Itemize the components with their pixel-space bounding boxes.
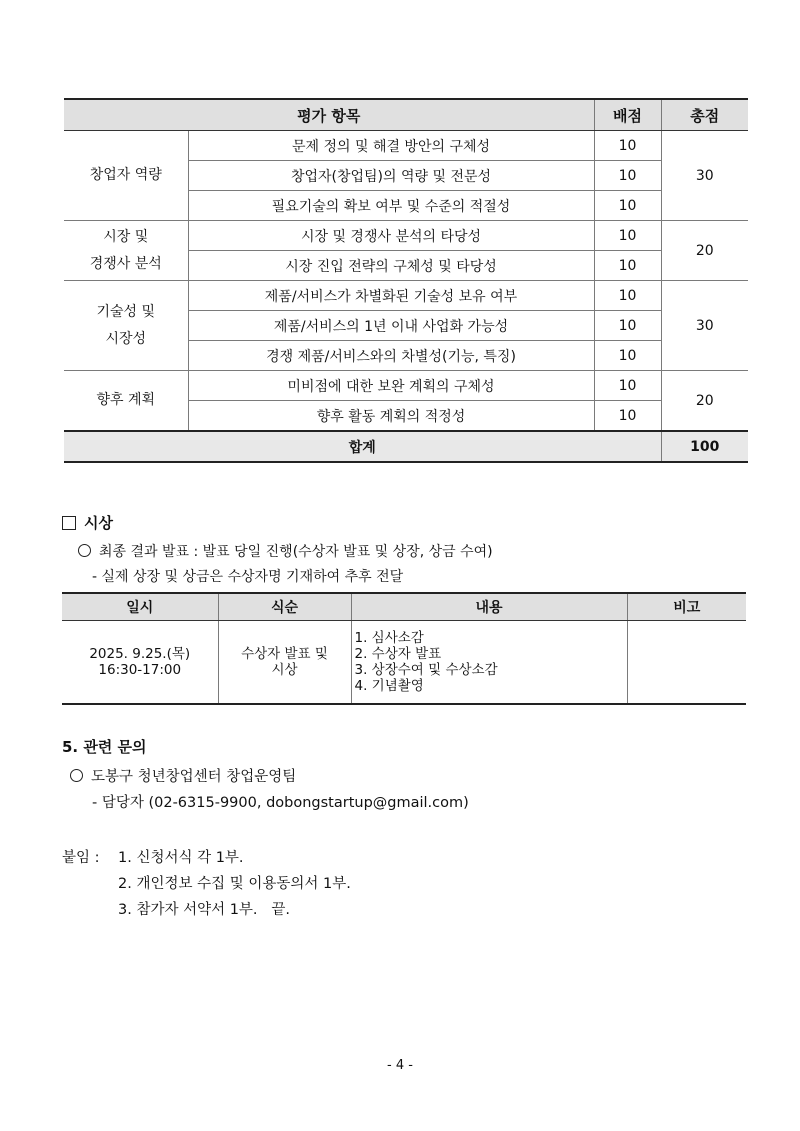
award-section-title: [62, 512, 113, 533]
date-text: 2025. 9.25.(목): [89, 646, 191, 662]
contact-item-2: - 담당자 (02-6315-9900, dobongstartup@gmail.com): [92, 795, 469, 811]
order-line1: 수상자 발표 및: [241, 646, 328, 662]
content-step: 1. 심사소감: [354, 630, 424, 646]
evaluation-header-row: [64, 99, 748, 131]
circle-bullet-icon: [78, 544, 91, 557]
attachment-item: 1. 신청서식 각 1부.: [118, 850, 244, 866]
table-row: [64, 221, 748, 251]
score-cell: 10: [594, 161, 661, 191]
header-score: 배점: [594, 99, 661, 131]
total-cell: 20: [661, 221, 748, 281]
category-label-line2: 시장성: [105, 330, 147, 347]
criterion-cell: 제품/서비스가 차별화된 기술성 보유 여부: [188, 281, 594, 311]
table-row: [64, 131, 748, 161]
criterion-cell: 필요기술의 확보 여부 및 수준의 적절성: [188, 191, 594, 221]
content-step: 3. 상장수여 및 수상소감: [354, 662, 498, 678]
ceremony-table: [62, 592, 746, 705]
sum-label: 합계: [64, 431, 661, 462]
attachments-label: 붙임 :: [62, 850, 100, 866]
award-item-1: [78, 541, 493, 561]
order-line2: 시상: [271, 662, 298, 678]
score-cell: 10: [594, 281, 661, 311]
attachment-item: 3. 참가자 서약서 1부. 끝.: [118, 902, 290, 918]
category-label-line2: 경쟁사 분석: [89, 255, 162, 272]
table-row: [64, 371, 748, 401]
checkbox-square-icon: [62, 516, 76, 530]
time-text: 16:30-17:00: [98, 662, 182, 678]
criterion-cell: 제품/서비스의 1년 이내 사업화 가능성: [188, 311, 594, 341]
criterion-cell: 향후 활동 계획의 적정성: [188, 401, 594, 432]
category-cell: [64, 281, 188, 371]
score-cell: 10: [594, 131, 661, 161]
category-cell: [64, 221, 188, 281]
criterion-cell: 시장 및 경쟁사 분석의 타당성: [188, 221, 594, 251]
content-step: 2. 수상자 발표: [354, 646, 442, 662]
category-label-line1: 시장 및: [103, 228, 149, 245]
order-cell: [218, 621, 351, 705]
score-cell: 10: [594, 371, 661, 401]
header-note: 비고: [627, 593, 746, 621]
contact-item-1: [70, 765, 296, 786]
note-cell: [627, 621, 746, 705]
score-cell: 10: [594, 191, 661, 221]
header-total: 총점: [661, 99, 748, 131]
criterion-cell: 문제 정의 및 해결 방안의 구체성: [188, 131, 594, 161]
score-cell: 10: [594, 311, 661, 341]
contact-section-title: 5. 관련 문의: [62, 738, 147, 756]
score-cell: 10: [594, 341, 661, 371]
category-cell: [64, 371, 188, 432]
criterion-cell: 경쟁 제품/서비스와의 차별성(기능, 특징): [188, 341, 594, 371]
table-row: [64, 281, 748, 311]
ceremony-header-row: [62, 593, 746, 621]
circle-bullet-icon: [70, 769, 83, 782]
category-label: 창업자 역량: [89, 167, 162, 183]
criterion-cell: 창업자(창업팀)의 역량 및 전문성: [188, 161, 594, 191]
content-cell: [351, 621, 627, 705]
header-order: 식순: [218, 593, 351, 621]
award-item-1-text: 최종 결과 발표 : 발표 당일 진행(수상자 발표 및 상장, 상금 수여): [99, 544, 493, 560]
category-label: 향후 계획: [96, 392, 156, 408]
datetime-cell: [62, 621, 218, 705]
table-row: [62, 621, 746, 705]
criterion-cell: 미비점에 대한 보완 계획의 구체성: [188, 371, 594, 401]
category-label-line1: 기술성 및: [96, 303, 156, 320]
total-cell: 20: [661, 371, 748, 432]
attachment-item: 2. 개인정보 수집 및 이용동의서 1부.: [118, 876, 351, 892]
header-content: 내용: [351, 593, 627, 621]
award-item-2: - 실제 상장 및 상금은 수상자명 기재하여 추후 전달: [92, 569, 404, 585]
total-cell: 30: [661, 281, 748, 371]
content-step: 4. 기념촬영: [354, 678, 424, 694]
category-cell: [64, 131, 188, 221]
award-title: 시상: [84, 514, 113, 532]
page-number: - 4 -: [387, 1058, 413, 1073]
sum-value: 100: [661, 431, 748, 462]
total-cell: 30: [661, 131, 748, 221]
header-datetime: 일시: [62, 593, 218, 621]
sum-row: [64, 431, 748, 462]
contact-item-1-text: 도봉구 청년창업센터 창업운영팀: [91, 769, 297, 785]
score-cell: 10: [594, 251, 661, 281]
header-item: 평가 항목: [64, 99, 594, 131]
score-cell: 10: [594, 401, 661, 432]
score-cell: 10: [594, 221, 661, 251]
criterion-cell: 시장 진입 전략의 구체성 및 타당성: [188, 251, 594, 281]
evaluation-table: [64, 98, 748, 463]
